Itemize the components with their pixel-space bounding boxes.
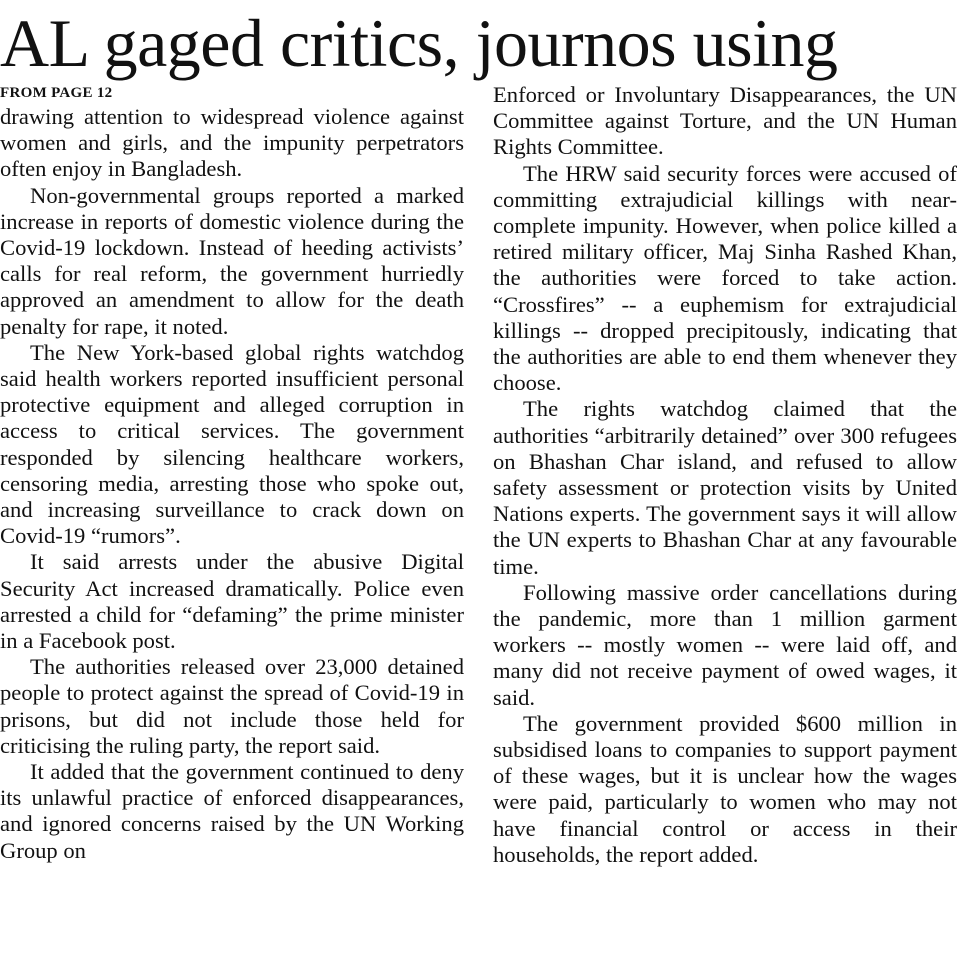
paragraph: It added that the government continued to deny its unlawful practice of enforced disappearances, and ignored concerns raised by the UN Working Group on	[0, 759, 464, 863]
paragraph: It said arrests under the abusive Digital Security Act increased dramatically. Police even arrested a child for “defaming” the prime minister in a Facebook post.	[0, 549, 464, 654]
paragraph: The government provided $600 million in subsidised loans to companies to support payment of these wages, but it is unclear how the wages were paid, particularly to women who may not have financial control or access in their households, the report added.	[493, 710, 957, 867]
paragraph: Following massive order cancellations during the pandemic, more than 1 million garment workers -- mostly women -- were laid off, and many did not receive payment of owed wages, it said.	[493, 579, 957, 710]
paragraph: The HRW said security forces were accused of committing extrajudicial killings with near-complete impunity. However, when police killed a retired military officer, Maj Sinha Rashed Khan, the authorities were forced to take action. “Crossfires” -- a euphemism for extrajudicial killings -- dropped precipitously, indicating that the authorities are able to end them whenever they choose.	[493, 160, 957, 396]
paragraph: Non-governmental groups reported a marked increase in reports of domestic violence during the Covid-19 lockdown. Instead of heeding activists’ calls for real reform, the government hurriedly approved an amendment to allow for the death penalty for rape, it noted.	[0, 182, 464, 339]
paragraph: The authorities released over 23,000 detained people to protect against the spread of Covid-19 in prisons, but did not include those held for criticising the ruling party, the report said.	[0, 654, 464, 758]
jump-line: FROM PAGE 12	[0, 85, 113, 101]
paragraph: drawing attention to widespread violence against women and girls, and the impunity perpetrators often enjoy in Bangladesh.	[0, 104, 464, 182]
paragraph: The New York-based global rights watchdog said health workers reported insufficient personal protective equipment and alleged corruption in access to critical services. The government responded by silencing healthcare workers, censoring media, arresting those who spoke out, and increasing surveillance to crack down on Covid-19 “rumors”.	[0, 339, 464, 549]
headline: AL gaged critics, journos using	[0, 5, 838, 81]
article-column-left	[0, 104, 464, 864]
paragraph: The rights watchdog claimed that the authorities “arbitrarily detained” over 300 refugees on Bhashan Char island, and refused to allow safety assessment or protection visits by United Nations experts. The government says it will allow the UN experts to Bhashan Char at any favourable time.	[493, 396, 957, 579]
paragraph: Enforced or Involuntary Disappearances, the UN Committee against Torture, and the UN Human Rights Committee.	[493, 82, 957, 160]
article-column-right	[493, 82, 957, 868]
